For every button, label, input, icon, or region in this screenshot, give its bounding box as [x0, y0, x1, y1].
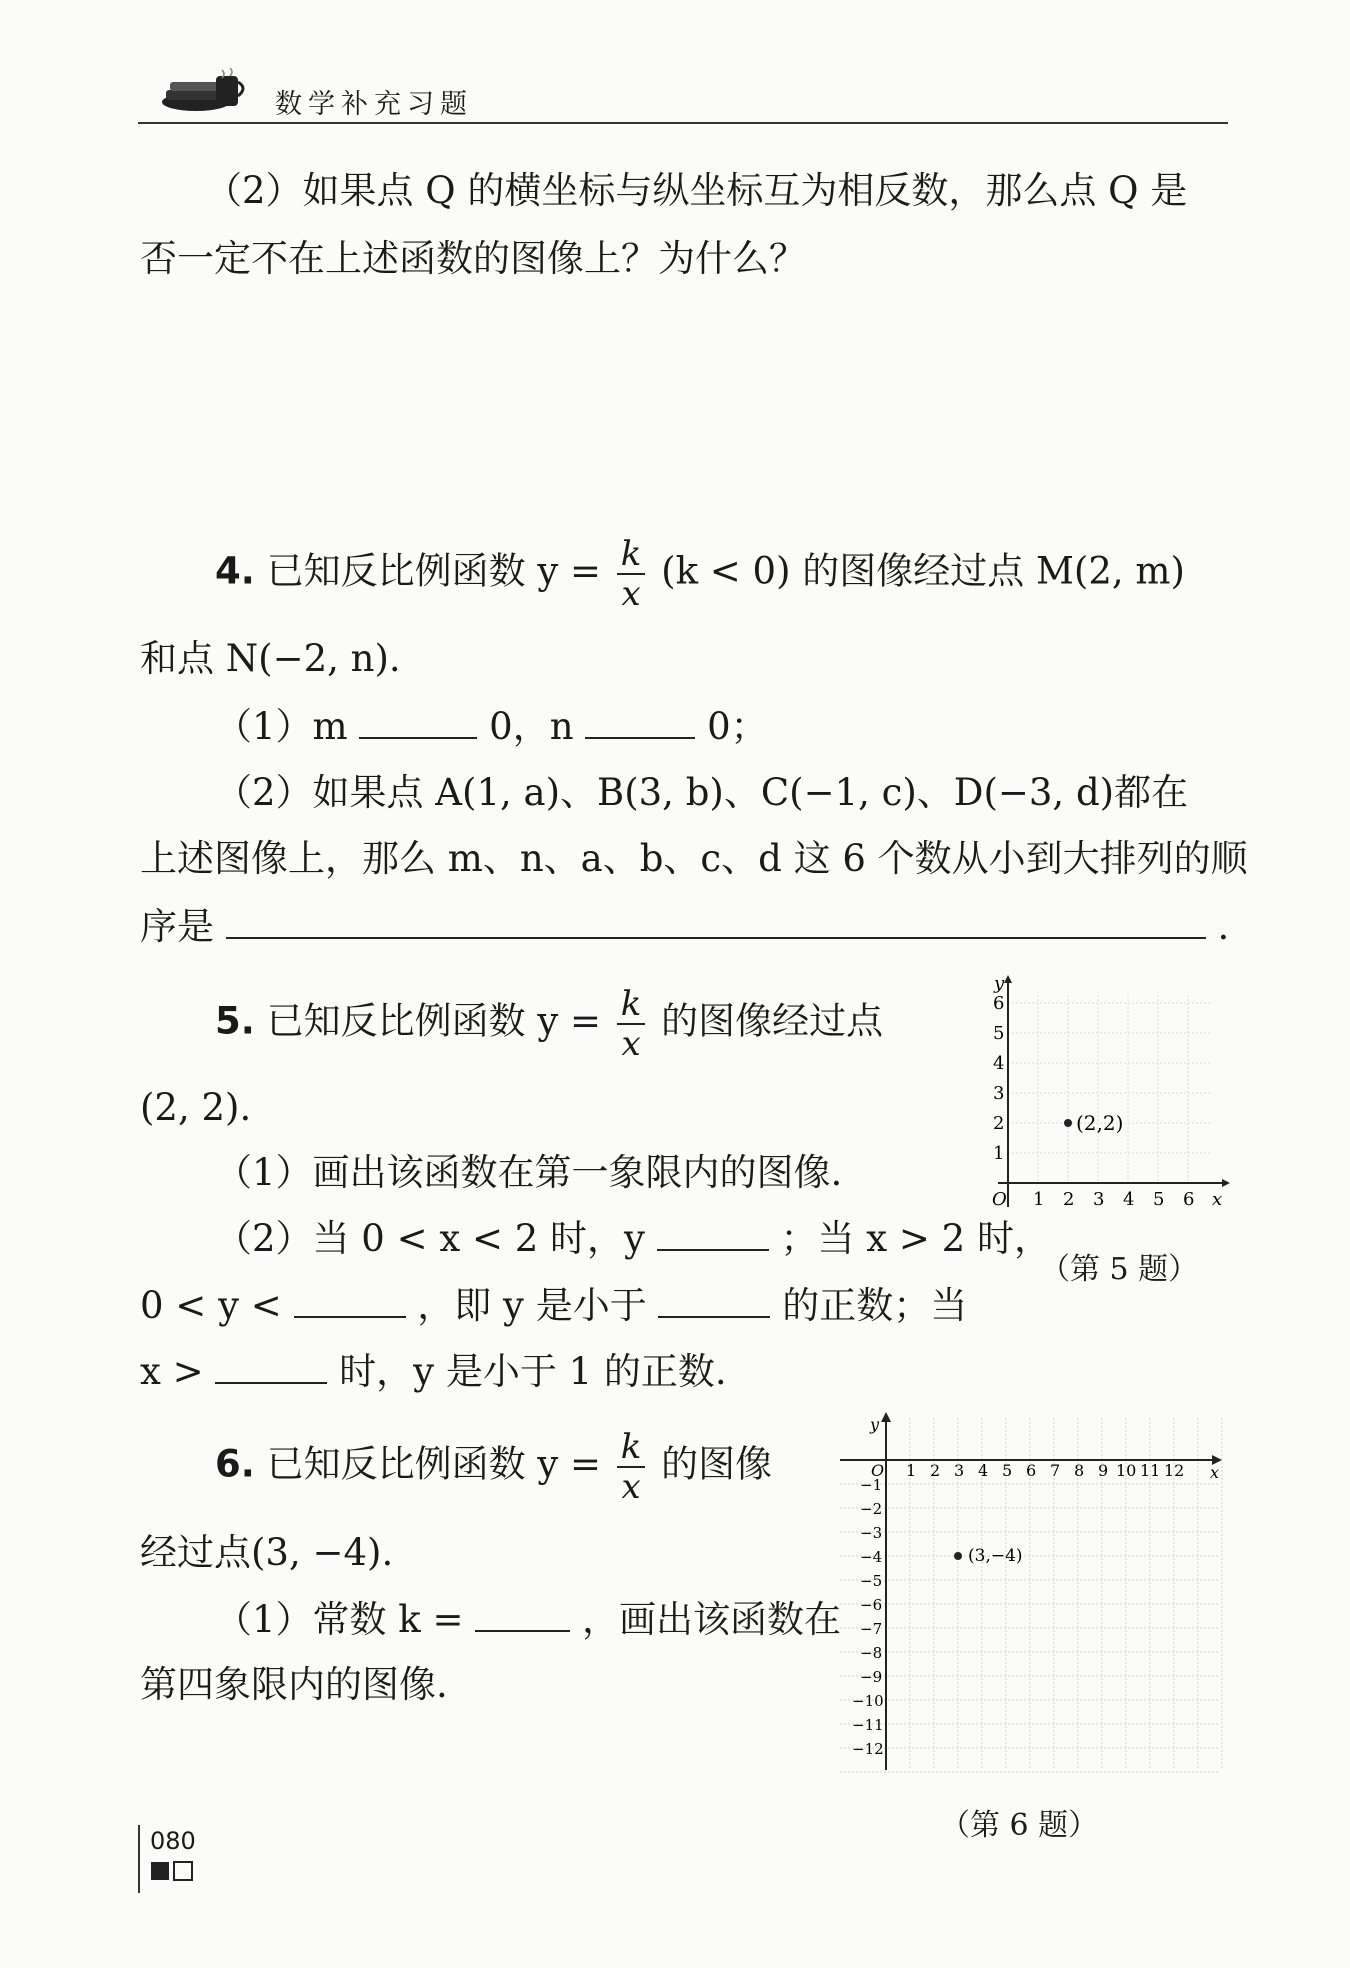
p6-fraction: $\frac{k}{x}$ — [617, 1428, 646, 1506]
svg-text:3: 3 — [993, 1083, 1005, 1104]
p6-stem-c: 经过点(3, −4). — [140, 1531, 394, 1574]
p6-part1: （1）常数 k = ，画出该函数在 — [215, 1598, 842, 1641]
p5-graph — [990, 975, 1230, 1219]
svg-text:1: 1 — [1033, 1189, 1045, 1210]
p6-caption: （第 6 题） — [940, 1808, 1099, 1843]
p5-part2-line3: x > 时，y 是小于 1 的正数. — [140, 1350, 727, 1393]
p4-part2-line2: 上述图像上，那么 m、n、a、b、c、d 这 6 个数从小到大排列的顺 — [140, 837, 1248, 880]
svg-text:2: 2 — [930, 1461, 941, 1480]
svg-text:−12: −12 — [852, 1740, 884, 1758]
p5-blank-1[interactable] — [657, 1215, 769, 1251]
svg-text:5: 5 — [1153, 1189, 1165, 1210]
p6-point-label: (3,−4) — [968, 1546, 1023, 1566]
p4-part2-line1: （2）如果点 A(1, a)、B(3, b)、C(−1, c)、D(−3, d)都在 — [215, 771, 1189, 814]
svg-text:7: 7 — [1050, 1461, 1061, 1480]
p5-caption: （第 5 题） — [1040, 1252, 1199, 1287]
page-number: 080 — [150, 1827, 196, 1855]
p6-part1-line2: 第四象限内的图像. — [140, 1663, 448, 1706]
p4-stem-a: 已知反比例函数 y = — [266, 549, 602, 593]
svg-text:4: 4 — [993, 1053, 1005, 1074]
svg-text:6: 6 — [1026, 1461, 1037, 1480]
svg-text:−7: −7 — [860, 1620, 883, 1638]
p5-origin: O — [992, 1189, 1007, 1210]
svg-text:4: 4 — [1123, 1189, 1135, 1210]
p6-x-label: x — [1210, 1463, 1220, 1482]
svg-text:11: 11 — [1140, 1461, 1161, 1480]
p5-y-label: y — [994, 975, 1005, 994]
p5-part2-line2: 0 < y < ，即 y 是小于 的正数；当 — [140, 1284, 968, 1327]
p5-y-ticks — [993, 993, 1004, 1164]
svg-text:10: 10 — [1116, 1461, 1137, 1480]
p5-part2-line1: （2）当 0 < x < 2 时，y ；当 x > 2 时， — [215, 1217, 1051, 1260]
p4-blank-m[interactable] — [359, 703, 477, 739]
p5-stem: 5. 已知反比例函数 y = $\frac{k}{x}$ 的图像经过点 — [215, 984, 884, 1064]
svg-text:3: 3 — [954, 1461, 965, 1480]
svg-text:2: 2 — [993, 1113, 1005, 1134]
p4-stem — [215, 535, 1185, 613]
svg-text:−8: −8 — [860, 1644, 883, 1662]
p5-blank-2[interactable] — [294, 1282, 406, 1318]
p6-point — [954, 1552, 962, 1560]
p6-stem: 6. 已知反比例函数 y = $\frac{k}{x}$ 的图像 — [215, 1427, 773, 1507]
svg-text:9: 9 — [1098, 1461, 1109, 1480]
svg-text:4: 4 — [978, 1461, 989, 1480]
svg-text:6: 6 — [993, 993, 1005, 1014]
p6-graph — [840, 1408, 1230, 1782]
svg-text:−2: −2 — [860, 1500, 883, 1518]
p5-blank-4[interactable] — [215, 1348, 327, 1384]
p6-y-ticks — [852, 1476, 884, 1758]
p6-origin: O — [871, 1461, 885, 1480]
p6-number: 6. — [215, 1442, 255, 1486]
book-icon — [158, 68, 248, 122]
svg-text:5: 5 — [993, 1023, 1005, 1044]
svg-text:−10: −10 — [852, 1692, 884, 1710]
p4-number: 4. — [215, 549, 255, 593]
svg-text:6: 6 — [1183, 1189, 1195, 1210]
p3-part2-line2: 否一定不在上述函数的图像上？为什么？ — [140, 237, 806, 280]
svg-text:−6: −6 — [860, 1596, 883, 1614]
svg-text:−3: −3 — [860, 1524, 883, 1542]
svg-text:1: 1 — [906, 1461, 917, 1480]
p6-x-ticks — [906, 1461, 1184, 1480]
p5-fraction: $\frac{k}{x}$ — [617, 985, 646, 1063]
page-number-bar — [138, 1825, 140, 1893]
p5-point-label: (2,2) — [1076, 1111, 1124, 1135]
p4-stem-b: (k < 0) 的图像经过点 M(2, m) — [661, 549, 1185, 593]
p5-stem-c: (2, 2). — [140, 1086, 252, 1129]
svg-text:−5: −5 — [860, 1572, 883, 1590]
p4-fraction: $\frac{k}{x}$ — [617, 535, 646, 613]
p4-part2-line3: 序是 . — [140, 905, 1230, 948]
header-title: 数学补充习题 — [275, 89, 473, 120]
p4-blank-order[interactable] — [226, 903, 1206, 939]
p5-x-ticks — [1033, 1189, 1194, 1210]
p6-blank-k[interactable] — [475, 1596, 570, 1632]
svg-text:−11: −11 — [852, 1716, 884, 1734]
p4-part1: （1）m 0，n 0； — [215, 705, 768, 748]
svg-text:−4: −4 — [860, 1548, 883, 1566]
svg-text:5: 5 — [1002, 1461, 1013, 1480]
p4-stem-c: 和点 N(−2, n). — [140, 637, 401, 680]
svg-text:−9: −9 — [860, 1668, 883, 1686]
p5-number: 5. — [215, 999, 255, 1043]
p5-point — [1064, 1119, 1072, 1127]
p4-blank-n[interactable] — [585, 703, 695, 739]
svg-text:1: 1 — [993, 1143, 1005, 1164]
p6-y-label: y — [870, 1415, 880, 1434]
svg-text:2: 2 — [1063, 1189, 1075, 1210]
page-marker-icon — [150, 1860, 200, 1886]
p5-part1: （1）画出该函数在第一象限内的图像. — [215, 1151, 843, 1194]
svg-text:−1: −1 — [860, 1476, 883, 1494]
svg-text:3: 3 — [1093, 1189, 1105, 1210]
p3-part2-line1: （2）如果点 Q 的横坐标与纵坐标互为相反数，那么点 Q 是 — [205, 169, 1188, 212]
svg-text:8: 8 — [1074, 1461, 1085, 1480]
svg-text:12: 12 — [1164, 1461, 1185, 1480]
p5-x-label: x — [1212, 1189, 1223, 1210]
p5-blank-3[interactable] — [658, 1282, 770, 1318]
header-rule — [138, 122, 1228, 124]
